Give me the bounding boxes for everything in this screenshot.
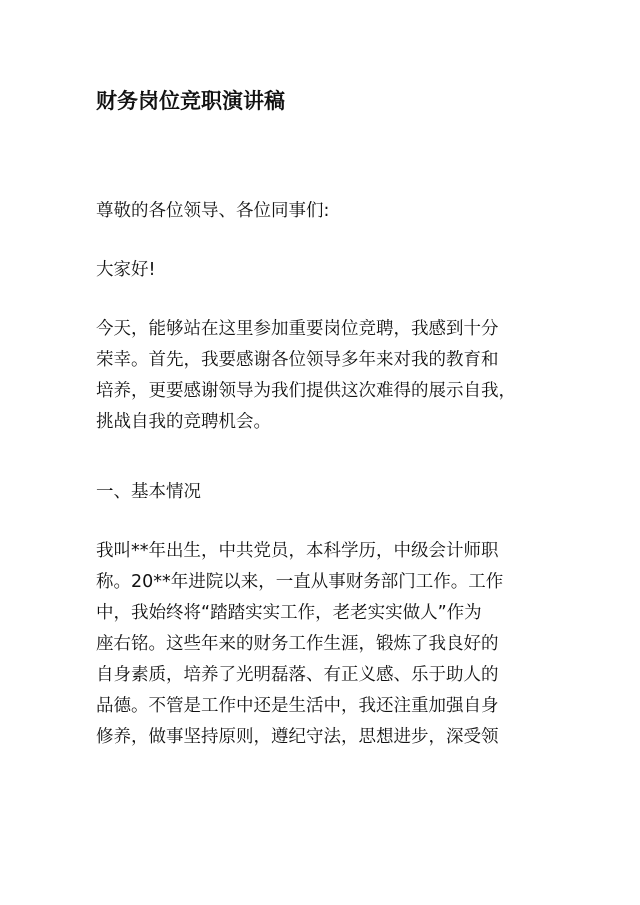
document-title: 财务岗位竞职演讲稿: [96, 89, 285, 113]
body-line: 中，我始终将“踏踏实实工作，老老实实做人”作为: [96, 603, 482, 623]
intro-paragraph: [96, 314, 556, 438]
section-heading-basic-info: 一、基本情况: [96, 482, 201, 502]
intro-line: 今天，能够站在这里参加重要岗位竞聘，我感到十分: [96, 319, 499, 339]
body-line: 修养，做事坚持原则，遵纪守法，思想进步，深受领: [96, 727, 499, 747]
body-line: 称。20**年进院以来，一直从事财务部门工作。工作: [96, 572, 504, 592]
intro-line: 培养，更要感谢领导为我们提供这次难得的展示自我，: [96, 381, 516, 401]
salutation-paragraph: 尊敬的各位领导、各位同事们:: [96, 201, 330, 221]
intro-line: 荣幸。首先，我要感谢各位领导多年来对我的教育和: [96, 350, 499, 370]
body-line: 座右铭。这些年来的财务工作生涯，锻炼了我良好的: [96, 634, 499, 654]
greeting-paragraph: 大家好!: [96, 260, 156, 280]
body-line: 自身素质，培养了光明磊落、有正义感、乐于助人的: [96, 665, 499, 685]
intro-line: 挑战自我的竞聘机会。: [96, 412, 271, 432]
body-line: 我叫**年出生，中共党员，本科学历，中级会计师职: [96, 541, 499, 561]
body-line: 品德。不管是工作中还是生活中，我还注重加强自身: [96, 696, 499, 716]
basic-info-paragraph: [96, 536, 556, 753]
